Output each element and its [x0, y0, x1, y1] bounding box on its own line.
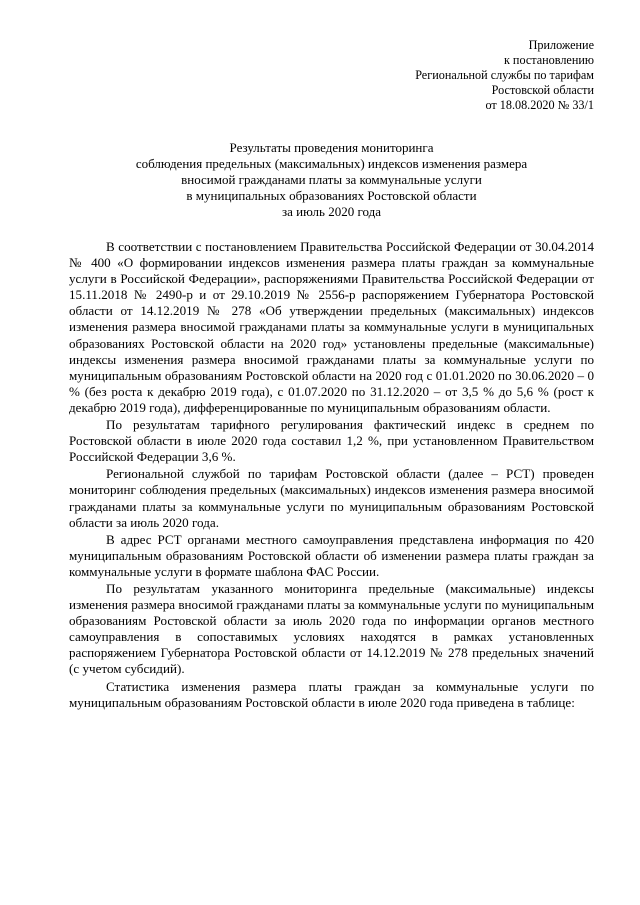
title-line: соблюдения предельных (максимальных) индексов изменения размера: [135, 156, 528, 171]
title-line: вносимой гражданами платы за коммунальные услуги: [181, 172, 482, 187]
document-title: [69, 140, 594, 220]
paragraph-monitoring: Региональной службой по тарифам Ростовской области (далее – РСТ) проведен мониторинг соблюдения предельных (максимальных) индексов изменения размера вносимой гражданами платы за коммунальные услуги по муниципальным образованиям Ростовской области за июль 2020 года.: [69, 466, 594, 530]
paragraph-statistics: Статистика изменения размера платы граждан за коммунальные услуги по муниципальным образованиям Ростовской области в июле 2020 года приведена в таблице:: [69, 678, 594, 710]
header-line: Региональной службы по тарифам: [415, 68, 594, 82]
title-line: за июль 2020 года: [282, 204, 381, 219]
document-body: [69, 239, 594, 711]
header-line: Приложение: [528, 38, 594, 52]
paragraph-results: По результатам указанного мониторинга предельные (максимальные) индексы изменения размера вносимой гражданами платы за коммунальные услуги по муниципальным образованиям Ростовской области за июль 2020 года по информации органов местного самоуправления в сопоставимых условиях находятся в рамках установленных распоряжением Губернатора Ростовской области от 14.12.2019 № 278 предельных значений (с учетом субсидий).: [69, 580, 594, 677]
title-line: Результаты проведения мониторинга: [229, 140, 434, 155]
paragraph-actual-index: По результатам тарифного регулирования фактический индекс в среднем по Ростовской области в июле 2020 года составил 1,2 %, при установленном Правительством Российской Федерации 3,6 %.: [69, 417, 594, 465]
header-line: от 18.08.2020 № 33/1: [485, 98, 594, 112]
paragraph-information: В адрес РСТ органами местного самоуправления представлена информация по 420 муниципальным образованиям Ростовской области об изменении размера платы граждан за коммунальные услуги в формате шаблона ФАС России.: [69, 531, 594, 579]
header-line: к постановлению: [503, 53, 594, 67]
appendix-header: [69, 38, 594, 113]
paragraph-regulation: В соответствии с постановлением Правительства Российской Федерации от 30.04.2014 № 400 «О формировании индексов изменения размера платы граждан за коммунальные услуги в Российской Федерации», распоряжениями Правительства Российской Федерации от 15.11.2018 № 2490-р и от 29.10.2019 № 2556-р распоряжением Губернатора Ростовской области от 14.12.2019 № 278 «Об утверждении предельных (максимальных) индексов изменения размера вносимой гражданами платы за коммунальные услуги в муниципальных образованиях Ростовской области на 2020 год» установлены предельные (максимальные) индексы изменения размера вносимой гражданами платы за коммунальные услуги по муниципальным образованиям Ростовской области на 2020 год с 01.01.2020 по 30.06.2020 – 0 % (без роста к декабрю 2019 года), с 01.07.2020 по 31.12.2020 – от 3,5 % до 5,6 % (рост к декабрю 2019 года), дифференцированные по муниципальным образованиям области.: [69, 239, 594, 415]
header-line: Ростовской области: [491, 83, 594, 97]
title-line: в муниципальных образованиях Ростовской области: [186, 188, 477, 203]
